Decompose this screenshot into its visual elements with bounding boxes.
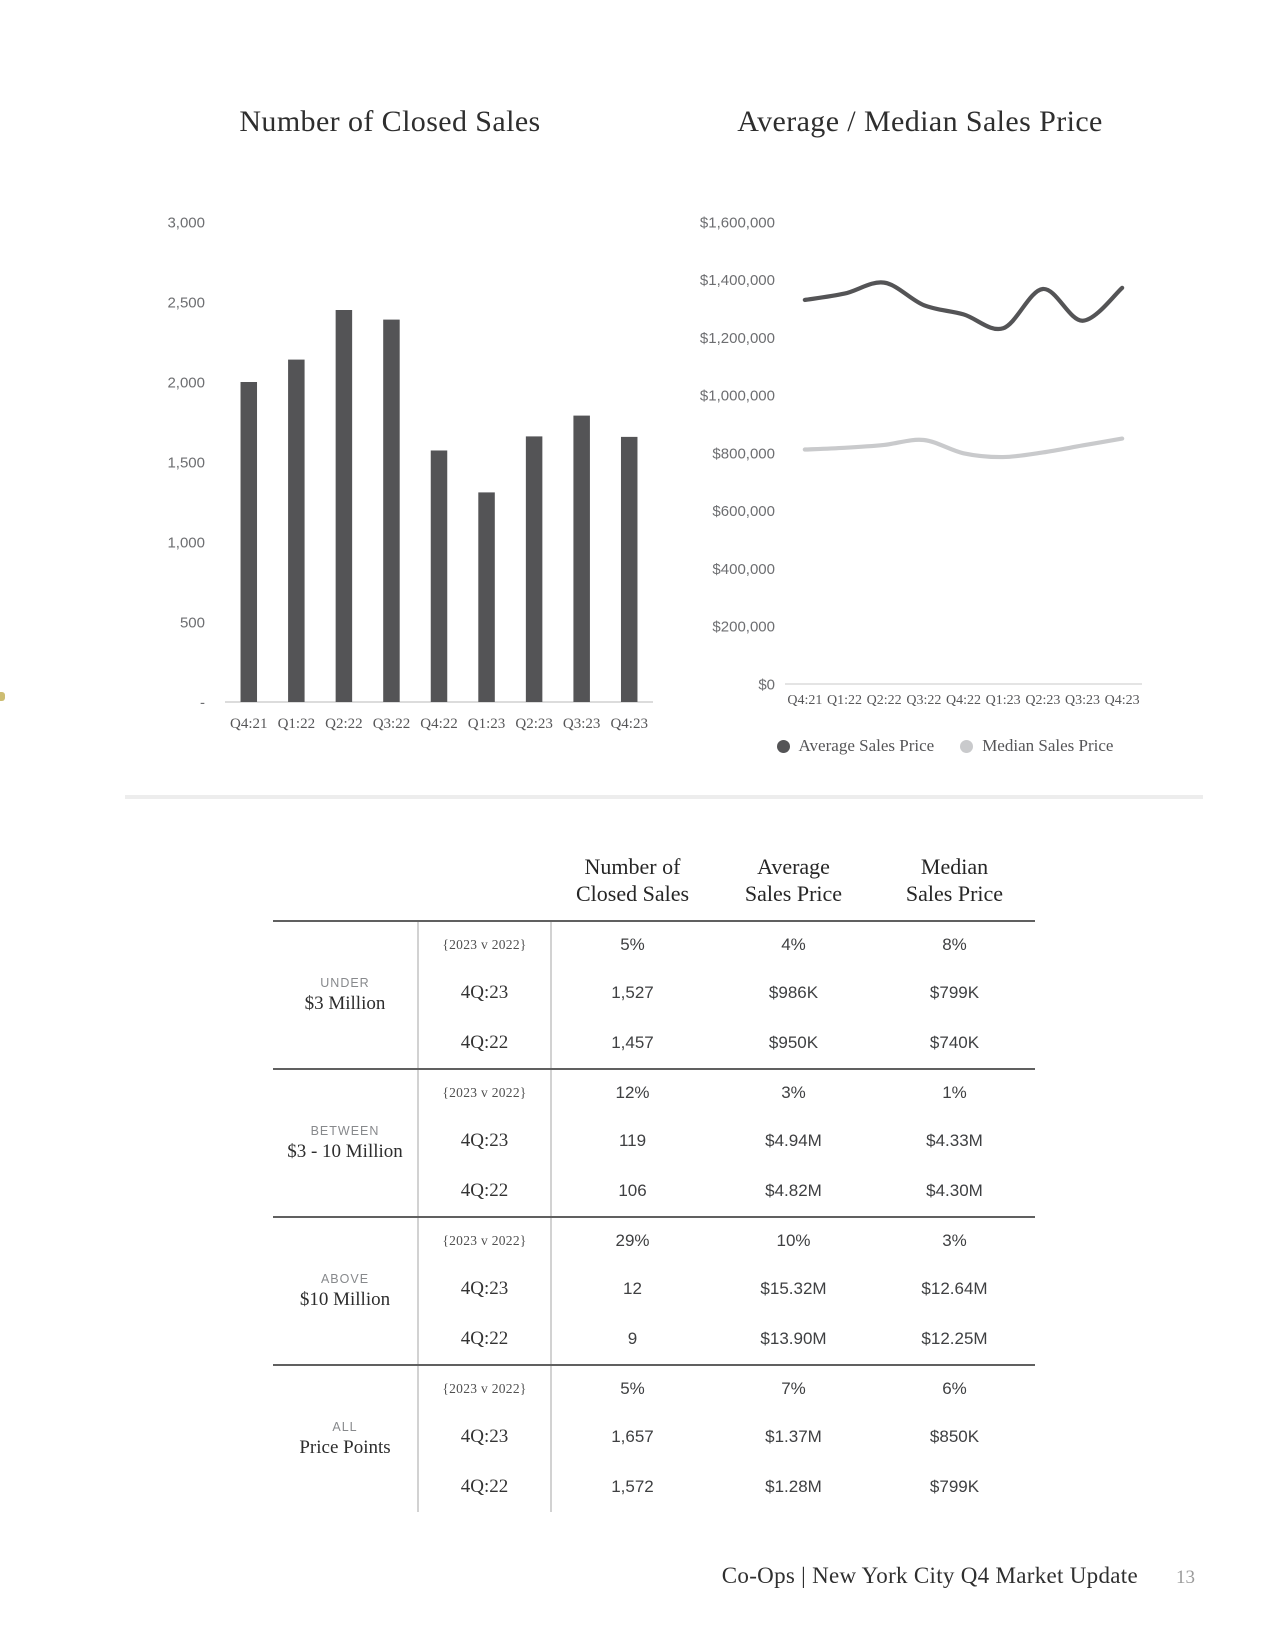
y-tick-label: $1,600,000	[699, 214, 775, 232]
x-tick-label: Q4:21	[787, 693, 823, 708]
table-header-row	[273, 800, 1035, 920]
table-value-cell: 29%	[615, 1231, 650, 1250]
group-label	[273, 1366, 417, 1512]
table-value-cell: 8%	[942, 935, 967, 954]
x-tick-label: Q1:22	[827, 693, 862, 708]
table-value-cell: 4%	[781, 935, 806, 954]
legend-label: Median Sales Price	[982, 736, 1114, 755]
table-value-cell: $12.25M	[921, 1329, 988, 1348]
table-value-cell: 1,572	[611, 1477, 654, 1496]
x-tick-label: Q3:23	[562, 716, 601, 732]
table-value-cell: $4.33M	[926, 1131, 983, 1150]
table-value-cell: 1,457	[611, 1033, 654, 1052]
table-value-cell: 5%	[620, 935, 645, 954]
table-value-cell: $799K	[929, 983, 980, 1002]
x-tick-label: Q4:21	[230, 716, 268, 732]
sales-price-line-chart	[680, 190, 1210, 730]
period-label: 4Q:22	[417, 1018, 552, 1068]
table-value-cell: 12	[623, 1279, 642, 1298]
market-summary-table	[273, 800, 1035, 1520]
period-label: {2023 v 2022}	[417, 1218, 552, 1264]
y-tick-label: $0	[758, 676, 775, 694]
x-tick-label: Q3:22	[372, 716, 411, 732]
table-value-cell: $4.30M	[926, 1181, 983, 1200]
table-value-cell: 1,657	[611, 1427, 654, 1446]
table-value-cell: $13.90M	[760, 1329, 827, 1348]
y-tick-label: 3,000	[167, 214, 205, 232]
group-label-range: $3 - 10 Million	[287, 1140, 403, 1162]
legend-dot-icon	[777, 740, 790, 753]
table-value-cell: 3%	[942, 1231, 967, 1250]
bar-Q4:23	[621, 437, 638, 702]
footer-page-number: 13	[1176, 1567, 1195, 1588]
header-line: Number of	[584, 854, 681, 879]
table-value-cell: 12%	[615, 1083, 650, 1102]
x-tick-label: Q4:23	[610, 716, 648, 732]
group-label	[273, 922, 417, 1068]
table-value-cell: $950K	[768, 1033, 819, 1052]
x-tick-label: Q2:23	[515, 716, 553, 732]
period-label: 4Q:22	[417, 1462, 552, 1512]
x-tick-label: Q4:23	[1104, 693, 1140, 708]
table-value-cell: $1.37M	[765, 1427, 822, 1446]
y-tick-label: $600,000	[712, 503, 775, 520]
x-tick-label: Q1:22	[277, 716, 316, 732]
x-tick-label: Q1:23	[467, 716, 506, 732]
group-label-range: Price Points	[299, 1436, 391, 1458]
table-column-header	[713, 853, 874, 920]
page-footer	[0, 1563, 1195, 1589]
legend-dot-icon	[960, 740, 973, 753]
x-tick-label: Q4:22	[946, 693, 981, 708]
section-divider	[125, 795, 1203, 799]
y-tick-label: $1,400,000	[699, 272, 775, 289]
table-column-header	[552, 853, 713, 920]
table-group	[273, 920, 1035, 1068]
period-label: 4Q:23	[417, 968, 552, 1018]
table-value-cell: $986K	[768, 983, 819, 1002]
bar-Q1:22	[288, 360, 305, 702]
average-sales-price-line	[805, 282, 1122, 329]
y-tick-label: $1,200,000	[699, 329, 775, 347]
group-label-category: ABOVE	[320, 1271, 370, 1286]
x-tick-label: Q2:22	[866, 693, 902, 708]
y-tick-label: $800,000	[712, 445, 775, 463]
median-sales-price-line	[805, 439, 1122, 457]
sales-price-chart-title: Average / Median Sales Price	[737, 105, 1103, 138]
y-tick-label: 2,000	[167, 374, 205, 392]
table-value-cell: $4.94M	[765, 1131, 822, 1150]
closed-sales-chart-title: Number of Closed Sales	[239, 105, 541, 138]
period-label: 4Q:23	[417, 1116, 552, 1166]
y-tick-label: 500	[179, 614, 205, 632]
bar-Q2:22	[336, 310, 353, 702]
table-value-cell: 10%	[776, 1231, 811, 1250]
table-value-cell: $799K	[929, 1477, 980, 1496]
header-line: Sales Price	[744, 881, 843, 906]
period-label: {2023 v 2022}	[417, 1366, 552, 1412]
group-label-range: $10 Million	[299, 1288, 391, 1310]
period-label: 4Q:23	[417, 1412, 552, 1462]
legend-item	[777, 736, 935, 756]
y-tick-label: $400,000	[712, 560, 775, 578]
legend-label: Average Sales Price	[798, 736, 935, 755]
table-value-cell: $12.64M	[921, 1279, 988, 1298]
table-group	[273, 1364, 1035, 1520]
bar-Q3:22	[383, 320, 400, 702]
x-tick-label: Q3:23	[1065, 693, 1100, 708]
table-value-cell: $4.82M	[765, 1181, 822, 1200]
x-tick-label: Q2:22	[325, 716, 363, 732]
closed-sales-bar-chart	[150, 190, 660, 750]
bar-Q4:22	[431, 450, 448, 702]
table-value-cell: 3%	[781, 1083, 806, 1102]
y-tick-label: 2,500	[167, 294, 205, 312]
group-label-category: UNDER	[320, 975, 370, 990]
group-label	[273, 1218, 417, 1364]
period-label: 4Q:22	[417, 1314, 552, 1364]
bar-Q3:23	[573, 416, 590, 702]
x-tick-label: Q3:22	[906, 693, 942, 708]
header-line: Closed Sales	[575, 881, 690, 906]
y-tick-label: 1,500	[167, 454, 205, 472]
table-column-header	[874, 853, 1035, 920]
sales-price-legend	[680, 736, 1210, 756]
table-value-cell: 9	[627, 1329, 638, 1348]
table-value-cell: 119	[618, 1131, 647, 1150]
header-line: Median	[920, 854, 989, 879]
table-value-cell: 6%	[942, 1379, 967, 1398]
x-tick-label: Q1:23	[985, 693, 1021, 708]
period-label: 4Q:23	[417, 1264, 552, 1314]
y-tick-label: 1,000	[167, 534, 205, 552]
legend-item	[960, 736, 1113, 756]
group-label-category: ALL	[332, 1419, 358, 1434]
header-line: Sales Price	[905, 881, 1004, 906]
bar-Q2:23	[526, 436, 543, 702]
table-value-cell: 7%	[781, 1379, 806, 1398]
header-line: Average	[757, 854, 830, 879]
group-label	[273, 1070, 417, 1216]
table-group	[273, 1216, 1035, 1364]
page-edge-accent-mark	[0, 692, 5, 701]
table-value-cell: $1.28M	[765, 1477, 822, 1496]
table-value-cell: $850K	[929, 1427, 980, 1446]
group-label-range: $3 Million	[304, 992, 386, 1014]
period-label: {2023 v 2022}	[417, 922, 552, 968]
footer-report-title: Co-Ops | New York City Q4 Market Update	[721, 1563, 1138, 1588]
y-tick-label: $1,000,000	[699, 387, 775, 405]
table-group	[273, 1068, 1035, 1216]
table-value-cell: 5%	[620, 1379, 645, 1398]
x-tick-label: Q4:22	[420, 716, 458, 732]
group-label-category: BETWEEN	[310, 1123, 380, 1138]
x-tick-label: Q2:23	[1025, 693, 1061, 708]
bar-Q4:21	[241, 382, 258, 702]
y-tick-label: -	[200, 694, 205, 712]
bar-Q1:23	[478, 492, 495, 702]
table-value-cell: 1%	[942, 1083, 967, 1102]
period-label: 4Q:22	[417, 1166, 552, 1216]
table-value-cell: $740K	[929, 1033, 980, 1052]
table-value-cell: 1,527	[611, 983, 654, 1002]
table-value-cell: $15.32M	[760, 1279, 827, 1298]
period-label: {2023 v 2022}	[417, 1070, 552, 1116]
y-tick-label: $200,000	[712, 618, 775, 636]
table-value-cell: 106	[618, 1181, 647, 1200]
